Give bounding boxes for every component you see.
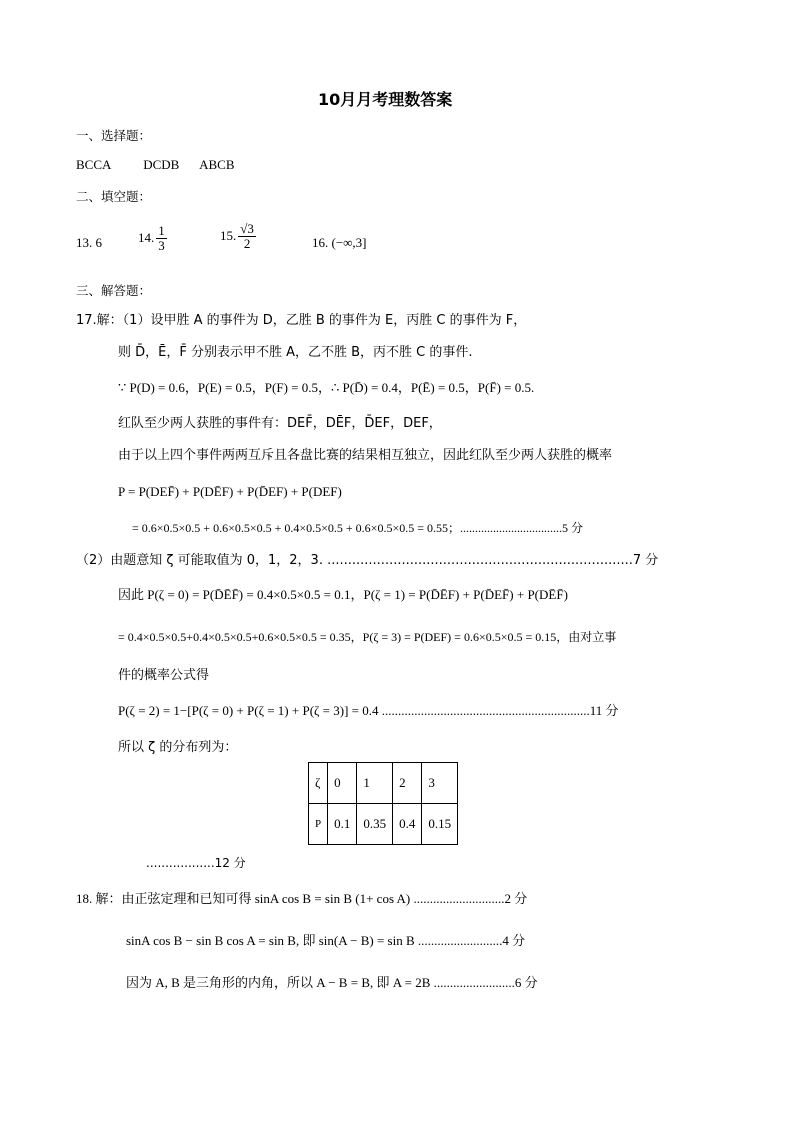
section-fill-heading: 二、填空题：	[76, 189, 152, 204]
choice-answer-group: ABCB	[199, 157, 235, 172]
table-header-zeta: ζ	[309, 763, 328, 804]
distribution-table	[308, 762, 458, 845]
q18-line-3: 因为 A, B 是三角形的内角，所以 A − B = B, 即 A = 2B .........................6 分	[126, 975, 538, 990]
q17-line-4: 红队至少两人获胜的事件有：DEF̄，DĒF，D̄EF，DEF，	[118, 416, 442, 431]
fraction-denominator: 3	[158, 238, 165, 254]
page-title: 10月月考理数答案	[318, 90, 453, 109]
fraction-numerator: 1	[158, 223, 165, 238]
table-cell: 0	[328, 763, 357, 804]
section-solve-heading: 三、解答题：	[76, 283, 152, 298]
fraction-one-third	[156, 224, 167, 254]
choice-answer-group: BCCA	[76, 157, 111, 172]
q17-line-12: P(ζ = 2) = 1−[P(ζ = 0) + P(ζ = 1) + P(ζ = 3)] = 0.4 ................................................................11 分	[118, 703, 619, 718]
q17-line-13: 所以 ζ 的分布列为：	[118, 740, 238, 755]
fill-answer-15	[220, 222, 258, 252]
q17-line-10: = 0.4×0.5×0.5+0.4×0.5×0.5+0.6×0.5×0.5 = 0.35，P(ζ = 3) = P(DEF) = 0.6×0.5×0.5 = 0.15，由对立事	[118, 630, 617, 644]
table-cell: 3	[422, 763, 458, 804]
table-cell: 0.15	[422, 804, 458, 845]
fill-answer-14-prefix: 14.	[138, 229, 155, 245]
choice-answers	[76, 157, 235, 173]
choice-answer-group: DCDB	[143, 157, 180, 172]
table-row	[309, 763, 458, 804]
table-row	[309, 804, 458, 845]
table-cell: 0.4	[393, 804, 422, 845]
fraction-numerator: √3	[240, 221, 254, 236]
fraction-sqrt3-over-2	[238, 222, 256, 252]
q17-line-8: （2）由题意知 ζ 可能取值为 0，1，2，3. ..........................................................................7 分	[76, 553, 659, 568]
q17-line-5: 由于以上四个事件两两互斥且各盘比赛的结果相互独立，因此红队至少两人获胜的概率	[118, 448, 613, 463]
table-header-p: P	[309, 804, 328, 845]
q17-score-12: ..................12 分	[146, 856, 246, 870]
fill-answer-14	[138, 224, 169, 254]
section-choice-heading: 一、选择题：	[76, 128, 152, 143]
fill-answer-16: 16. (−∞,3]	[312, 235, 367, 250]
q17-line-3: ∵ P(D) = 0.6，P(E) = 0.5，P(F) = 0.5，∴ P(D̄) = 0.4，P(Ē) = 0.5，P(F̄) = 0.5.	[118, 380, 535, 395]
table-cell: 2	[393, 763, 422, 804]
q17-line-9: 因此 P(ζ = 0) = P(D̄ĒF̄) = 0.4×0.5×0.5 = 0.1，P(ζ = 1) = P(D̄ĒF) + P(D̄EF̄) + P(DĒF̄)	[118, 587, 568, 602]
table-cell: 0.1	[328, 804, 357, 845]
q17-line-1: 17.解：（1）设甲胜 A 的事件为 D，乙胜 B 的事件为 E，丙胜 C 的事件为 F，	[76, 313, 527, 328]
q18-line-1: 18. 解：由正弦定理和已知可得 sinA cos B = sin B (1+ cos A) ............................2 分	[76, 891, 528, 906]
q17-line-11: 件的概率公式得	[118, 668, 210, 683]
q18-line-2: sinA cos B − sin B cos A = sin B, 即 sin(A − B) = sin B ..........................4 分	[126, 933, 526, 948]
table-cell: 0.35	[357, 804, 393, 845]
fill-answer-13: 13. 6	[76, 235, 102, 250]
fraction-denominator: 2	[243, 236, 251, 252]
fill-answer-15-prefix: 15.	[220, 227, 237, 243]
table-cell: 1	[357, 763, 393, 804]
q17-line-2: 则 D̄，Ē，F̄ 分别表示甲不胜 A，乙不胜 B，丙不胜 C 的事件.	[118, 345, 473, 360]
q17-line-7: = 0.6×0.5×0.5 + 0.6×0.5×0.5 + 0.4×0.5×0.5 + 0.6×0.5×0.5 = 0.55；..................................5 分	[132, 521, 583, 535]
q17-line-6: P = P(DEF̄) + P(DĒF) + P(D̄EF) + P(DEF)	[118, 484, 342, 499]
